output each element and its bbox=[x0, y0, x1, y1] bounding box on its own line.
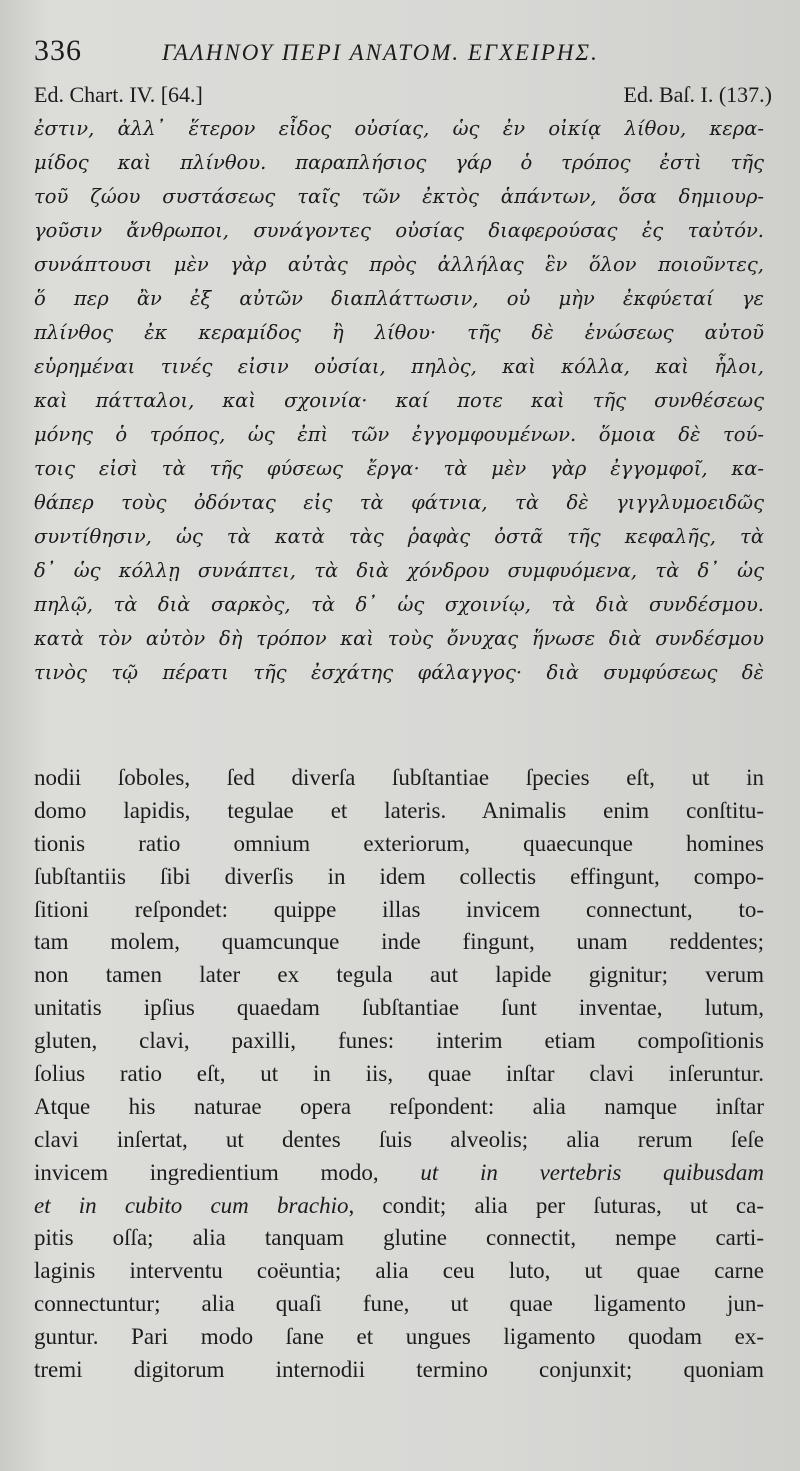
greek-line: ὅ περ ἂν ἐξ αὐτῶν διαπλάττωσιν, οὐ μὴν ἐκφύεταί γε bbox=[34, 287, 764, 310]
greek-line: μίδος καὶ πλίνθου. παραπλήσιος γάρ ὁ τρόπος ἐστὶ τῆς bbox=[34, 151, 764, 174]
greek-line: κατὰ τὸν αὐτὸν δὴ τρόπον καὶ τοὺς ὄνυχας ἥνωσε διὰ συνδέσμου bbox=[34, 627, 764, 650]
latin-line: unitatis ipſius quaedam ſubſtantiae ſunt inventae, lutum, bbox=[34, 995, 764, 1021]
latin-line: nodii ſoboles, ſed diverſa ſubſtantiae ſpecies eſt, ut in bbox=[34, 765, 764, 790]
latin-line: domo lapidis, tegulae et lateris. Animalis enim conſtitu- bbox=[34, 797, 764, 823]
page-header bbox=[34, 34, 774, 74]
greek-line: τοῦ ζώου συστάσεως ταῖς τῶν ἐκτὸς ἁπάντων, ὅσα δημιουρ- bbox=[34, 185, 764, 208]
greek-line: θάπερ τοὺς ὀδόντας εἰς τὰ φάτνια, τὰ δὲ γιγγλυμοειδῶς bbox=[34, 491, 764, 514]
greek-line: μόνης ὁ τρόπος, ὡς ἐπὶ τῶν ἐγγομφουμένων. ὅμοια δὲ τού- bbox=[34, 423, 764, 446]
latin-line: pitis oſſa; alia tanquam glutine connectit, nempe carti- bbox=[34, 1225, 764, 1251]
greek-line: καὶ πάτταλοι, καὶ σχοινία· καί ποτε καὶ τῆς συνθέσεως bbox=[34, 389, 764, 412]
latin-line: connectuntur; alia quaſi fune, ut quae ligamento jun- bbox=[34, 1291, 764, 1317]
latin-line: Atque his naturae opera reſpondent: alia namque inſtar bbox=[34, 1093, 764, 1119]
latin-line: non tamen later ex tegula aut lapide gignitur; verum bbox=[34, 962, 764, 988]
greek-line: συνάπτουσι μὲν γὰρ αὐτὰς πρὸς ἀλλήλας ἓν ὅλον ποιοῦντες, bbox=[34, 253, 764, 276]
latin-line: ſubſtantiis ſibi diverſis in idem collectis effingunt, compo- bbox=[34, 863, 764, 889]
latin-line: guntur. Pari modo ſane et ungues ligamento quodam ex- bbox=[34, 1324, 764, 1350]
edition-chartier-reference: Ed. Chart. IV. [64.] bbox=[34, 82, 203, 107]
latin-line-mixed bbox=[34, 1190, 764, 1223]
latin-italic-segment: ut in vertebris quibusdam bbox=[420, 1159, 764, 1185]
latin-translation-block bbox=[34, 762, 764, 1387]
latin-line: tionis ratio omnium exteriorum, quaecunque homines bbox=[34, 830, 764, 856]
latin-line-mixed bbox=[34, 1157, 764, 1190]
latin-line: laginis interventu coëuntia; alia ceu luto, ut quae carne bbox=[34, 1258, 764, 1284]
greek-line: ἐστιν, ἀλλ᾽ ἕτερον εἶδος οὐσίας, ὡς ἐν οἰκίᾳ λίθου, κερα- bbox=[34, 117, 764, 140]
running-title: ΓΑΛΗΝΟΥ ΠΕΡΙ ΑΝΑΤΟΜ. ΕΓΧΕΙΡΗΣ. bbox=[162, 40, 599, 65]
greek-line: πλίνθος ἐκ κεραμίδος ἢ λίθου· τῆς δὲ ἑνώσεως αὐτοῦ bbox=[34, 321, 764, 344]
latin-italic-segment: et in cubito cum brachio bbox=[34, 1192, 349, 1218]
greek-line: εὑρημέναι τινές εἰσιν οὐσίαι, πηλὸς, καὶ κόλλα, καὶ ἧλοι, bbox=[34, 355, 764, 378]
greek-line: τοις εἰσὶ τὰ τῆς φύσεως ἔργα· τὰ μὲν γὰρ ἐγγομφοῖ, κα- bbox=[34, 457, 764, 480]
latin-roman-segment: invicem ingredientium modo, bbox=[34, 1159, 421, 1185]
edition-basel-reference: Ed. Baſ. I. (137.) bbox=[623, 82, 772, 107]
latin-line: gluten, clavi, paxilli, funes: interim etiam compoſitionis bbox=[34, 1028, 764, 1054]
greek-line: συντίθησιν, ὡς τὰ κατὰ τὰς ῥαφὰς ὀστᾶ τῆς κεφαλῆς, τὰ bbox=[34, 525, 764, 548]
latin-line: tremi digitorum internodii termino conjunxit; quoniam bbox=[34, 1357, 764, 1383]
greek-line: πηλῷ, τὰ διὰ σαρκὸς, τὰ δ᾽ ὡς σχοινίῳ, τὰ διὰ συνδέσμου. bbox=[34, 593, 764, 616]
latin-line: tam molem, quamcunque inde fingunt, unam reddentes; bbox=[34, 929, 764, 955]
page-number: 336 bbox=[34, 34, 82, 67]
greek-line: τινὸς τῷ πέρατι τῆς ἐσχάτης φάλαγγος· διὰ συμφύσεως δὲ bbox=[34, 661, 764, 684]
latin-line: ſitioni reſpondet: quippe illas invicem connectunt, to- bbox=[34, 896, 764, 922]
latin-roman-segment: , condit; alia per ſuturas, ut ca- bbox=[348, 1192, 764, 1218]
edition-reference-line bbox=[34, 82, 772, 110]
greek-text-block bbox=[34, 112, 764, 690]
latin-line: clavi inſertat, ut dentes ſuis alveolis; alia rerum ſeſe bbox=[34, 1126, 764, 1152]
greek-line: δ᾽ ὡς κόλλῃ συνάπτει, τὰ διὰ χόνδρου συμφυόμενα, τὰ δ᾽ ὡς bbox=[34, 559, 764, 582]
greek-line: γοῦσιν ἄνθρωποι, συνάγοντες οὐσίας διαφερούσας ἐς ταὐτόν. bbox=[34, 219, 764, 242]
latin-line: ſolius ratio eſt, ut in iis, quae inſtar clavi inſeruntur. bbox=[34, 1061, 764, 1087]
